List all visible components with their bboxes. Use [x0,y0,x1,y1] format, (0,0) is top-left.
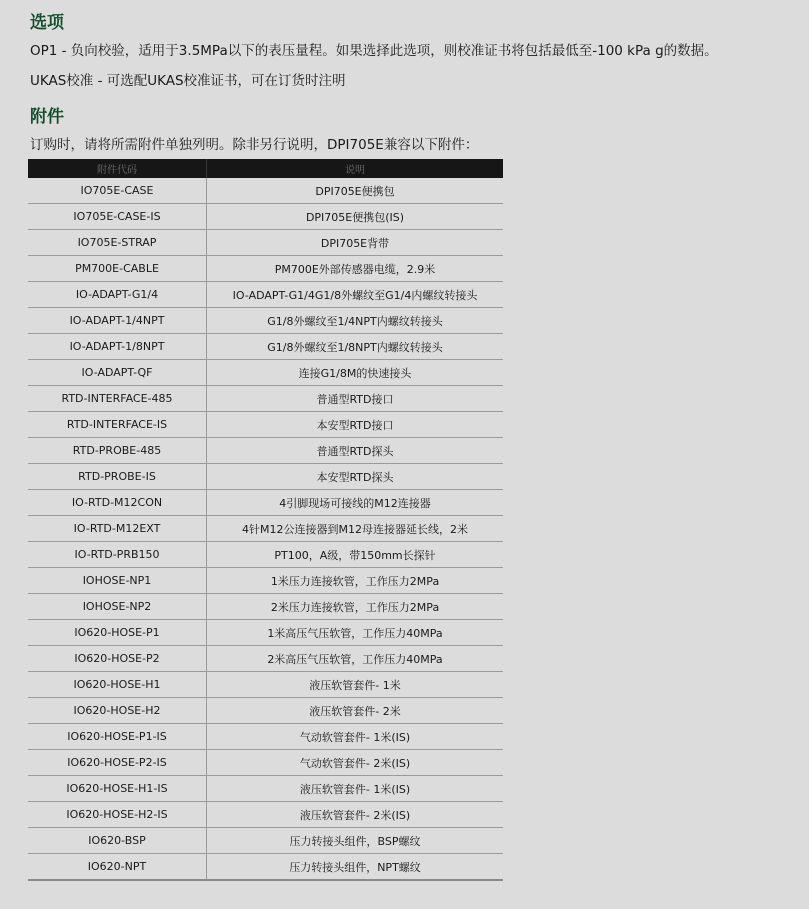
accessory-code-cell: IO620-HOSE-P1-IS [28,724,207,750]
table-row [28,360,503,386]
table-row [28,568,503,594]
accessories-intro: 订购时，请将所需附件单独列明。除非另行说明，DPI705E兼容以下附件： [30,137,479,153]
table-row [28,204,503,230]
description-cell: DPI705E背带 [207,230,504,256]
ukas-description: UKAS校准 - 可选配UKAS校准证书，可在订货时注明 [30,73,346,89]
description-cell: 4针M12公连接器到M12母连接器延长线，2米 [207,516,504,542]
table-row [28,464,503,490]
description-cell: 连接G1/8M的快速接头 [207,360,504,386]
accessories-table [28,159,503,881]
table-row [28,308,503,334]
description-cell: 普通型RTD接口 [207,386,504,412]
table-row [28,802,503,828]
header-accessory-code: 附件代码 [28,159,207,178]
accessory-code-cell: IO620-HOSE-H2 [28,698,207,724]
table-row [28,438,503,464]
table-row [28,724,503,750]
accessory-code-cell: IO-RTD-PRB150 [28,542,207,568]
table-row [28,256,503,282]
description-cell: G1/8外螺纹至1/8NPT内螺纹转接头 [207,334,504,360]
accessory-code-cell: IO-ADAPT-1/8NPT [28,334,207,360]
table-row [28,594,503,620]
accessory-code-cell: IOHOSE-NP1 [28,568,207,594]
accessory-code-cell: RTD-INTERFACE-485 [28,386,207,412]
table-row [28,516,503,542]
accessory-code-cell: PM700E-CABLE [28,256,207,282]
description-cell: PT100，A级，带150mm长探针 [207,542,504,568]
description-cell: 气动软管套件- 1米(IS) [207,724,504,750]
table-row [28,776,503,802]
accessory-code-cell: RTD-INTERFACE-IS [28,412,207,438]
accessory-code-cell: IOHOSE-NP2 [28,594,207,620]
table-row [28,672,503,698]
header-description: 说明 [207,159,504,178]
table-row [28,646,503,672]
description-cell: 压力转接头组件，NPT螺纹 [207,854,504,881]
table-body [28,178,503,880]
description-cell: G1/8外螺纹至1/4NPT内螺纹转接头 [207,308,504,334]
accessory-code-cell: IO620-HOSE-P1 [28,620,207,646]
table-row [28,854,503,881]
description-cell: 压力转接头组件，BSP螺纹 [207,828,504,854]
accessory-code-cell: IO620-HOSE-H1-IS [28,776,207,802]
description-cell: 液压软管套件- 1米 [207,672,504,698]
accessory-code-cell: IO-RTD-M12EXT [28,516,207,542]
options-heading: 选项 [30,13,64,33]
description-cell: 液压软管套件- 1米(IS) [207,776,504,802]
accessory-code-cell: IO-ADAPT-G1/4 [28,282,207,308]
accessory-code-cell: IO705E-STRAP [28,230,207,256]
description-cell: 本安型RTD接口 [207,412,504,438]
table-row [28,178,503,204]
accessory-code-cell: IO620-HOSE-H1 [28,672,207,698]
table-row [28,386,503,412]
table-header-row [28,159,503,178]
description-cell: 2米高压气压软管，工作压力40MPa [207,646,504,672]
table-row [28,698,503,724]
table-row [28,282,503,308]
accessory-code-cell: IO-ADAPT-QF [28,360,207,386]
op1-description: OP1 - 负向校验，适用于3.5MPa以下的表压量程。如果选择此选项，则校准证书将包括最低至-100 kPa g的数据。 [30,43,718,59]
accessory-code-cell: IO620-HOSE-P2 [28,646,207,672]
table-row [28,620,503,646]
accessory-code-cell: IO-RTD-M12CON [28,490,207,516]
accessory-code-cell: RTD-PROBE-IS [28,464,207,490]
table-row [28,412,503,438]
accessory-code-cell: IO620-HOSE-H2-IS [28,802,207,828]
description-cell: 2米压力连接软管，工作压力2MPa [207,594,504,620]
description-cell: 1米高压气压软管，工作压力40MPa [207,620,504,646]
description-cell: 4引脚现场可接线的M12连接器 [207,490,504,516]
description-cell: PM700E外部传感器电缆，2.9米 [207,256,504,282]
table-row [28,230,503,256]
accessory-code-cell: IO620-HOSE-P2-IS [28,750,207,776]
description-cell: 本安型RTD探头 [207,464,504,490]
accessory-code-cell: IO620-NPT [28,854,207,881]
accessory-code-cell: RTD-PROBE-485 [28,438,207,464]
accessory-code-cell: IO-ADAPT-1/4NPT [28,308,207,334]
description-cell: 液压软管套件- 2米(IS) [207,802,504,828]
accessory-code-cell: IO620-BSP [28,828,207,854]
table-row [28,542,503,568]
description-cell: DPI705E便携包 [207,178,504,204]
description-cell: 1米压力连接软管，工作压力2MPa [207,568,504,594]
description-cell: DPI705E便携包(IS) [207,204,504,230]
description-cell: 气动软管套件- 2米(IS) [207,750,504,776]
accessory-code-cell: IO705E-CASE [28,178,207,204]
table-row [28,750,503,776]
table-row [28,334,503,360]
accessory-code-cell: IO705E-CASE-IS [28,204,207,230]
description-cell: IO-ADAPT-G1/4G1/8外螺纹至G1/4内螺纹转接头 [207,282,504,308]
table-row [28,490,503,516]
accessories-heading: 附件 [30,107,64,127]
table-row [28,828,503,854]
description-cell: 普通型RTD探头 [207,438,504,464]
description-cell: 液压软管套件- 2米 [207,698,504,724]
